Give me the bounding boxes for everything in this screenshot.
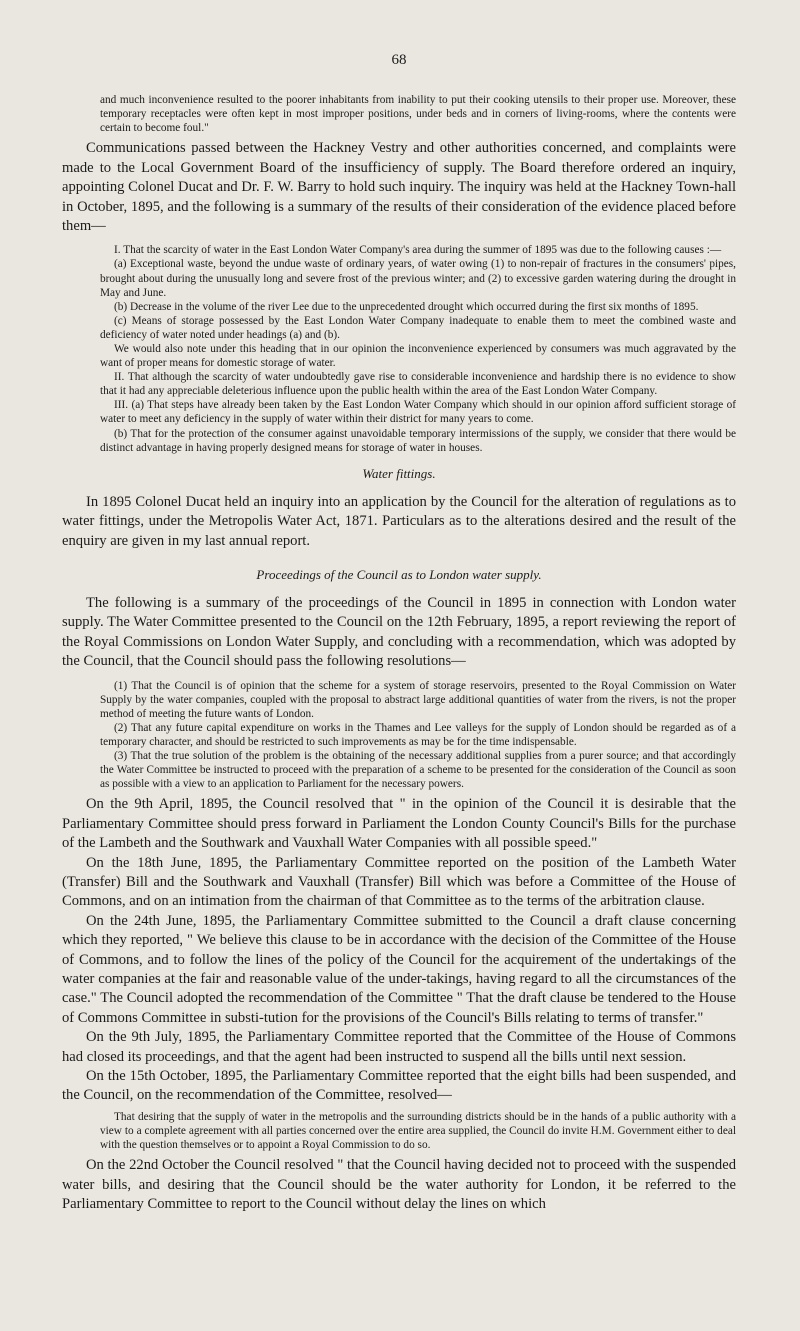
finding-3a: III. (a) That steps have already been taken by the East London Water Company which should in our opinion afford sufficient storage of water to meet any deficiency in the supply of water within their district for many years to come. [100, 399, 736, 426]
proceedings-intro: The following is a summary of the proceedings of the Council in 1895 in connection with London water supply. The Water Committee presented to the Council on the 12th February, 1895, a report reviewing the report of the Royal Commissions on London Water Supply, and concluding with a recommendation, which was adopted by the Council, that the Council should pass the following resolutions— [62, 594, 736, 670]
water-fittings-heading: Water fittings. [362, 465, 436, 481]
resolution-3: (3) That the true solution of the problem is the obtaining of the necessary additional supplies from a purer source; and that accordingly the Water Committee be instructed to proceed with the preparation of a scheme to be presented for the consideration of the Council as soon as possible with a view to an application to Parliament for the necessary powers. [100, 750, 736, 791]
paragraph-april-9: On the 9th April, 1895, the Council resolved that " in the opinion of the Council it is desirable that the Parliamentary Committee should press forward in Parliament the London County Council's Bills for the purchase of the Lambeth and the Southwark and Vauxhall Water Companies with all possible speed." [62, 796, 736, 852]
finding-2: II. That although the scarcity of water undoubtedly gave rise to considerable inconvenience and hardship there is no evidence to show that it had any appreciable deleterious influence upon the public health within the area of the East London Water Company. [100, 371, 736, 398]
finding-1c: (c) Means of storage possessed by the East London Water Company inadequate to enable them to meet the combined waste and deficiency of water noted under headings (a) and (b). [100, 314, 736, 341]
finding-3b: (b) That for the protection of the consumer against unavoidable temporary intermissions of the supply, we consider that there would be distinct advantage in having properly designed means for storage of water in houses. [100, 427, 736, 454]
resolution-2: (2) That any future capital expenditure on works in the Thames and Lee valleys for the supply of London should be regarded as of a temporary character, and should be restricted to such improvements as may be for the time indispensable. [100, 721, 736, 748]
water-fittings-paragraph: In 1895 Colonel Ducat held an inquiry into an application by the Council for the alteration of regulations as to water fittings, under the Metropolis Water Act, 1871. Particulars as to the alterations desired and the result of the enquiry are given in my last annual report. [62, 493, 736, 549]
quoted-text-continuation: and much inconvenience resulted to the poorer inhabitants from inability to put their cooking utensils to their proper use. Moreover, these temporary receptacles were often kept in most improper positions, under beds and in corners of living-rooms, where the contents were certain to become foul." [100, 94, 736, 135]
finding-1: I. That the scarcity of water in the East London Water Company's area during the summer of 1895 was due to the following causes :— [114, 244, 722, 257]
finding-1a: (a) Exceptional waste, beyond the undue waste of ordinary years, of water owing (1) to non-repair of fractures in the consumers' pipes, brought about during the unusually long and severe frost of the previous winter; and (2) to excessive garden watering during the drought in May and June. [100, 258, 736, 299]
resolution-1: (1) That the Council is of opinion that the scheme for a system of storage reservoirs, presented to the Royal Commission on Water Supply by the water companies, coupled with the proposal to abstract large additional quantities of water from the rivers, is not the proper method of meeting the future wants of London. [100, 679, 736, 720]
inquiry-findings [100, 243, 736, 454]
council-resolutions [100, 679, 736, 792]
paragraph-june-24: On the 24th June, 1895, the Parliamentary Committee submitted to the Council a draft clause concerning which they reported, " We believe this clause to be in accordance with the decision of the Committee of the House of Commons, and to follow the lines of the policy of the Council for the acquirement of the undertakings of the water companies at the fair and reasonable value of the under-takings, having regard to all the circumstances of the case." The Council adopted the recommendation of the Committee " That the draft clause be tendered to the House of Commons Committee in substi-tution for the provisions of the Council's Bills relating to terms of transfer." [62, 912, 736, 1026]
paragraph-october-22: On the 22nd October the Council resolved " that the Council having decided not to proceed with the suspended water bills, and desiring that the Council should be the water authority for London, it be referred to the Parliamentary Committee to report to the Council without delay the lines on which [62, 1157, 736, 1212]
finding-1-note: We would also note under this heading that in our opinion the inconvenience experienced by consumers was much aggravated by the want of proper means for domestic storage of water. [100, 342, 736, 370]
page-number: 68 [391, 52, 407, 68]
intro-paragraph: Communications passed between the Hackney Vestry and other authorities concerned, and complaints were made to the Local Government Board of the insufficiency of supply. The Board therefore ordered an inquiry, appointing Colonel Ducat and Dr. F. W. Barry to hold such inquiry. The inquiry was held at the Hackney Town-hall in October, 1895, and the following is a summary of the results of their consideration of the evidence placed before them— [62, 140, 736, 234]
paragraph-june-18: On the 18th June, 1895, the Parliamentary Committee reported on the position of the Lambeth Water (Transfer) Bill and the Southwark and Vauxhall (Transfer) Bill which was before a Committee of the House of Commons, and on an intimation from the chairman of that Committee as to the terms of the arbitration clause. [62, 854, 736, 910]
october-15-resolution: That desiring that the supply of water in the metropolis and the surrounding districts should be in the hands of a public authority with a view to a complete agreement with all parties concerned over the entire area supplied, the Council do invite H.M. Government either to deal with the question themselves or to appoint a Royal Commission to do so. [100, 1110, 736, 1151]
finding-1b: (b) Decrease in the volume of the river Lee due to the unprecedented drought which occurred during the first six months of 1895. [114, 300, 699, 313]
paragraph-july-9: On the 9th July, 1895, the Parliamentary Committee reported that the Committee of the House of Commons had closed its proceedings, and that the agent had been instructed to suspend all the bills until next session. [62, 1029, 736, 1065]
paragraph-october-15: On the 15th October, 1895, the Parliamentary Committee reported that the eight bills had been suspended, and the Council, on the recommendation of the Committee, resolved— [62, 1068, 736, 1104]
proceedings-heading: Proceedings of the Council as to London water supply. [256, 566, 542, 582]
